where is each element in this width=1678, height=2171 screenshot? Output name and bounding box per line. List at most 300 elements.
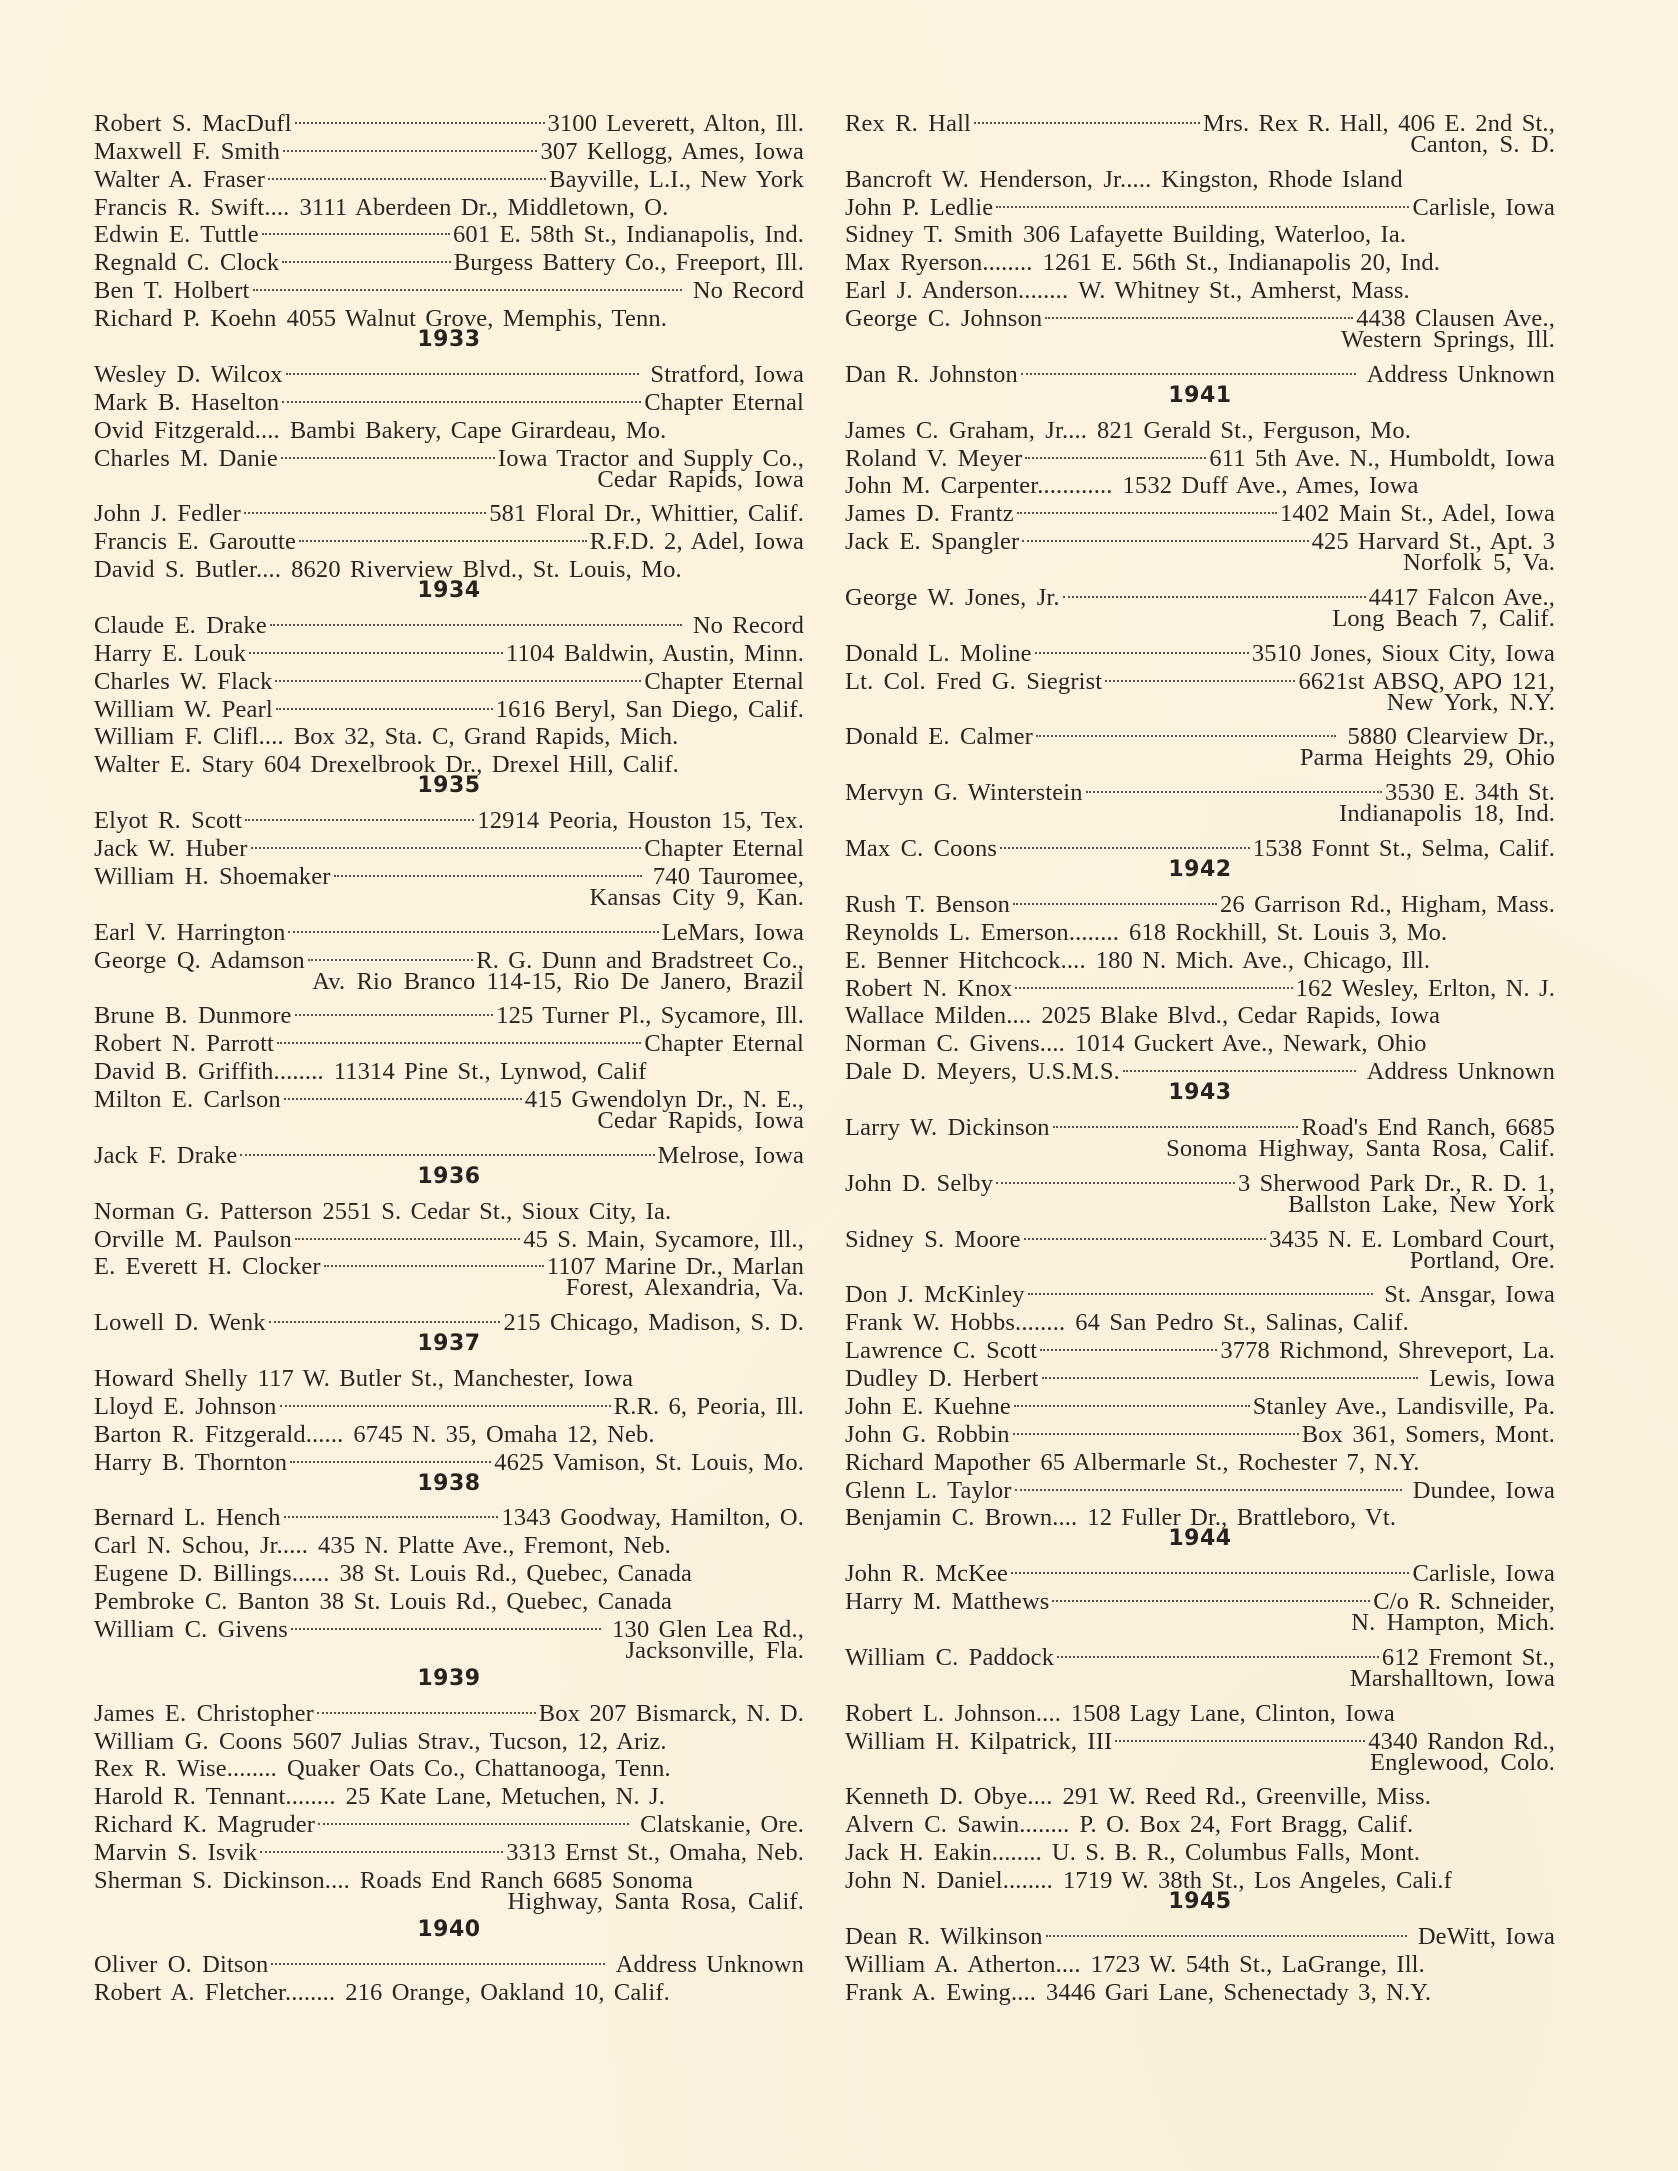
alumni-address: 618 Rockhill, St. Louis 3, Mo.	[1129, 918, 1448, 946]
class-year-heading: 1944	[1168, 1526, 1232, 1552]
alumni-address: Road's End Ranch, 6685	[1301, 1113, 1555, 1141]
alumni-name: Jack F. Drake	[94, 1141, 238, 1169]
alumni-address: 125 Turner Pl., Sycamore, Ill.	[496, 1002, 804, 1030]
dot-leader	[331, 1553, 339, 1581]
alumni-name: Bernard L. Hench	[94, 1504, 281, 1532]
alumni-name: Francis E. Garoutte	[94, 528, 297, 556]
dot-leader	[1026, 1274, 1384, 1302]
dot-leader	[1084, 772, 1384, 800]
dot-leader	[260, 215, 452, 243]
dot-leader	[268, 605, 692, 633]
alumni-address: 1104 Baldwin, Austin, Minn.	[506, 639, 804, 667]
dot-leader	[1034, 717, 1346, 745]
alumni-address: Roads End Ranch 6685 Sonoma	[359, 1867, 694, 1894]
alumni-name: Lloyd E. Johnson	[94, 1392, 277, 1420]
dot-leader	[293, 103, 547, 131]
dot-leader	[322, 1247, 546, 1275]
alumni-address: 45 S. Main, Sycamore, Ill.,	[523, 1225, 804, 1253]
dot-leader	[344, 1414, 352, 1442]
alumni-name: Richard K. Magruder	[94, 1811, 316, 1839]
alumni-name: Jack W. Huber	[94, 835, 248, 863]
alumni-name: Sidney S. Moore	[845, 1225, 1021, 1253]
alumni-name: Benjamin C. Brown....	[845, 1504, 1078, 1532]
alumni-address: 65 Albermarle St., Rochester 7, N.Y.	[1040, 1448, 1420, 1476]
dot-leader	[278, 1749, 286, 1777]
dot-leader	[1031, 1442, 1039, 1470]
alumni-address-continuation: Cedar Rapids, Iowa	[597, 465, 804, 493]
dot-leader	[278, 298, 286, 326]
alumni-entry	[845, 1219, 1555, 1253]
alumni-name: Robert N. Knox	[845, 974, 1013, 1002]
dot-leader	[1009, 1553, 1411, 1581]
alumni-entry	[94, 800, 804, 835]
alumni-name: William W. Pearl	[94, 695, 273, 723]
alumni-name: E. Everett H. Clocker	[94, 1253, 321, 1281]
alumni-name: Richard Mapother	[845, 1448, 1031, 1476]
alumni-entry	[94, 1944, 804, 1978]
dot-leader	[1053, 1776, 1061, 1804]
alumni-name: Frank A. Ewing....	[845, 1978, 1037, 2006]
alumni-name: Rush T. Benson	[845, 890, 1011, 918]
alumni-address: 1538 Fonnt St., Selma, Calif.	[1252, 835, 1555, 863]
alumni-name: Richard P. Koehn	[94, 305, 277, 333]
alumni-address: Kingston, Rhode Island	[1161, 165, 1403, 193]
alumni-name: Harry E. Louk	[94, 639, 247, 667]
alumni-address: Mrs. Rex R. Hall, 406 E. 2nd St.,	[1203, 109, 1555, 137]
alumni-name: Norman G. Patterson	[94, 1197, 313, 1225]
dot-leader	[1011, 1414, 1301, 1442]
alumni-address: 4417 Falcon Ave.,	[1368, 584, 1555, 612]
alumni-name: James D. Frantz	[845, 500, 1014, 528]
alumni-name: Earl V. Harrington	[94, 918, 286, 946]
alumni-address: 2551 S. Cedar St., Sioux City, Ia.	[322, 1197, 672, 1225]
class-year-heading: 1940	[417, 1916, 481, 1942]
alumni-address: 3313 Ernst St., Omaha, Neb.	[506, 1839, 804, 1867]
dot-leader	[293, 1219, 522, 1247]
alumni-entry	[94, 912, 804, 946]
alumni-entry	[845, 633, 1555, 667]
alumni-entry	[845, 1107, 1555, 1141]
alumni-address: P. O. Box 24, Fort Bragg, Calif.	[1079, 1811, 1414, 1839]
dot-leader	[316, 1804, 639, 1832]
class-year-heading: 1933	[417, 327, 481, 353]
alumni-entry	[94, 493, 804, 528]
alumni-name: Carl N. Schou, Jr.....	[94, 1532, 309, 1560]
alumni-entry	[845, 884, 1555, 918]
alumni-address: 3446 Gari Lane, Schenectady 3, N.Y.	[1046, 1978, 1432, 2006]
dot-leader	[1078, 1498, 1086, 1526]
alumni-address: 64 San Pedro St., Salinas, Calif.	[1075, 1309, 1409, 1337]
alumni-address: St. Ansgar, Iowa	[1384, 1281, 1555, 1309]
dot-leader	[273, 661, 643, 689]
alumni-address-continuation: Indianapolis 18, Ind.	[1339, 800, 1555, 828]
alumni-address: 601 E. 58th St., Indianapolis, Ind.	[453, 221, 804, 249]
dot-leader	[293, 996, 496, 1024]
alumni-address: 130 Glen Lea Rd.,	[612, 1615, 804, 1643]
alumni-address: 291 W. Reed Rd., Greenville, Miss.	[1062, 1783, 1432, 1811]
alumni-address: 1723 W. 54th St., LaGrange, Ill.	[1090, 1950, 1425, 1978]
alumni-name: Wallace Milden....	[845, 1002, 1032, 1030]
alumni-address: Chapter Eternal	[644, 835, 804, 863]
alumni-address: 1107 Marine Dr., Marlan	[546, 1253, 804, 1281]
alumni-name: Orville M. Paulson	[94, 1225, 292, 1253]
alumni-address: Box 361, Somers, Mont.	[1301, 1420, 1555, 1448]
dot-leader	[1054, 1860, 1062, 1888]
alumni-entry	[845, 772, 1555, 807]
dot-leader	[332, 856, 652, 884]
alumni-address: Burgess Battery Co., Freeport, Ill.	[453, 249, 804, 277]
alumni-entry	[845, 1693, 1555, 1727]
dot-leader	[278, 1386, 613, 1414]
alumni-name: John D. Selby	[845, 1169, 994, 1197]
alumni-name: Dan R. Johnston	[845, 360, 1018, 388]
alumni-address: W. Whitney St., Amherst, Mass.	[1078, 277, 1410, 305]
dot-leader	[994, 1163, 1237, 1191]
alumni-address-continuation: Av. Rio Branco 114-15, Rio De Janero, Brazil	[312, 967, 804, 995]
alumni-address: 3510 Jones, Sioux City, Iowa	[1251, 639, 1555, 667]
alumni-address: 4340 Randon Rd.,	[1368, 1727, 1555, 1755]
alumni-name: Robert S. MacDufl	[94, 109, 292, 137]
alumni-address: DeWitt, Iowa	[1417, 1922, 1555, 1950]
alumni-name: Mervyn G. Winterstein	[845, 779, 1083, 807]
alumni-address: 11314 Pine St., Lynwod, Calif	[333, 1058, 647, 1086]
alumni-address: Chapter Eternal	[644, 1030, 804, 1058]
alumni-name: Lt. Col. Fred G. Siegrist	[845, 667, 1103, 695]
dot-leader	[1121, 1051, 1366, 1079]
alumni-name: John N. Daniel........	[845, 1867, 1053, 1894]
alumni-entry	[94, 996, 804, 1030]
dot-leader	[281, 410, 289, 438]
alumni-entry	[94, 1498, 804, 1532]
dot-leader	[274, 689, 495, 717]
alumni-address: 3100 Leverett, Alton, Ill.	[547, 109, 804, 137]
alumni-name: Frank W. Hobbs........	[845, 1309, 1066, 1337]
alumni-address: 215 Chicago, Madison, S. D.	[503, 1309, 804, 1337]
alumni-name: Dean R. Wilkinson	[845, 1922, 1043, 1950]
alumni-name: William A. Atherton....	[845, 1950, 1081, 1978]
alumni-name: Barton R. Fitzgerald......	[94, 1420, 344, 1448]
dot-leader	[1051, 1107, 1301, 1135]
dot-leader	[1120, 912, 1128, 940]
dot-leader	[269, 1944, 614, 1972]
alumni-name: James E. Christopher	[94, 1699, 314, 1727]
alumni-name: Max Ryerson........	[845, 249, 1033, 277]
alumni-name: William H. Shoemaker	[94, 862, 331, 890]
alumni-address: Dundee, Iowa	[1412, 1476, 1555, 1504]
alumni-address: 26 Garrison Rd., Higham, Mass.	[1220, 890, 1555, 918]
alumni-address: 3530 E. 34th St.	[1385, 779, 1555, 807]
class-year-heading: 1936	[417, 1163, 481, 1189]
alumni-address: Address Unknown	[615, 1950, 804, 1978]
dot-leader	[1050, 1581, 1372, 1609]
alumni-address: Bayville, L.I., New York	[549, 165, 804, 193]
dot-leader	[1069, 270, 1077, 298]
alumni-entry	[845, 1274, 1555, 1309]
alumni-address: R.R. 6, Peoria, Ill.	[613, 1392, 804, 1420]
alumni-address-continuation: Cedar Rapids, Iowa	[597, 1107, 804, 1135]
alumni-address-continuation: Canton, S. D.	[1410, 130, 1555, 158]
dot-leader	[1152, 159, 1160, 187]
alumni-name: Walter E. Stary	[94, 751, 254, 779]
alumni-address: Box 32, Sta. C, Grand Rapids, Mich.	[293, 723, 679, 751]
alumni-address: 162 Wesley, Erlton, N. J.	[1295, 974, 1555, 1002]
alumni-entry	[845, 1916, 1555, 1950]
dot-leader	[1114, 466, 1122, 494]
alumni-entry	[845, 159, 1555, 193]
alumni-address: 117 W. Butler St., Manchester, Iowa	[257, 1364, 634, 1392]
dot-leader	[1087, 940, 1095, 968]
alumni-address: Chapter Eternal	[644, 388, 804, 416]
dot-leader	[337, 1776, 345, 1804]
alumni-address: 307 Kellogg, Ames, Iowa	[540, 137, 804, 165]
alumni-address: 12914 Peoria, Houston 15, Tex.	[477, 807, 804, 835]
alumni-address-continuation: Highway, Santa Rosa, Calif.	[507, 1888, 804, 1915]
alumni-name: Francis R. Swift....	[94, 193, 290, 221]
dot-leader	[275, 1023, 643, 1051]
alumni-address: 8620 Riverview Blvd., St. Louis, Mo.	[291, 556, 682, 584]
alumni-entry	[845, 354, 1555, 388]
alumni-name: George Q. Adamson	[94, 946, 305, 974]
alumni-name: Larry W. Dickinson	[845, 1113, 1050, 1141]
dot-leader	[1038, 1330, 1219, 1358]
alumni-address: 425 Harvard St., Apt. 3	[1311, 528, 1555, 556]
alumni-name: John P. Ledlie	[845, 193, 994, 221]
alumni-address: Lewis, Iowa	[1429, 1364, 1555, 1392]
alumni-address: 38 St. Louis Rd., Quebec, Canada	[339, 1560, 693, 1588]
class-year-heading: 1943	[1168, 1080, 1232, 1106]
alumni-name: Oliver O. Ditson	[94, 1950, 269, 1978]
alumni-address-continuation: Long Beach 7, Calif.	[1332, 605, 1555, 633]
alumni-name: Mark B. Haselton	[94, 388, 280, 416]
alumni-address: 1261 E. 56th St., Indianapolis 20, Ind.	[1042, 249, 1441, 277]
alumni-address: Carlisle, Iowa	[1412, 193, 1555, 221]
alumni-address: 3 Sherwood Park Dr., R. D. 1,	[1237, 1169, 1555, 1197]
dot-leader	[1103, 661, 1297, 689]
dot-leader	[306, 940, 475, 968]
alumni-name: William H. Kilpatrick, III	[845, 1727, 1113, 1755]
dot-leader	[280, 382, 643, 410]
alumni-name: Max C. Coons	[845, 835, 998, 863]
alumni-entry	[94, 354, 804, 388]
alumni-address: No Record	[692, 277, 804, 305]
dot-leader	[972, 103, 1202, 131]
dot-leader	[1019, 354, 1366, 382]
alumni-name: Earl J. Anderson........	[845, 277, 1069, 305]
dot-leader	[243, 800, 476, 828]
dot-leader	[1023, 438, 1208, 466]
alumni-address: Box 207 Bismarck, N. D.	[538, 1699, 804, 1727]
alumni-name: Harry M. Matthews	[845, 1588, 1050, 1616]
alumni-address: 38 St. Louis Rd., Quebec, Canada	[319, 1588, 673, 1616]
alumni-name: John R. McKee	[845, 1560, 1009, 1588]
dot-leader	[285, 717, 293, 745]
dot-leader	[1011, 884, 1219, 912]
alumni-address: 180 N. Mich. Ave., Chicago, Ill.	[1095, 946, 1431, 974]
dot-leader	[286, 912, 660, 940]
alumni-name: Harry B. Thornton	[94, 1448, 288, 1476]
alumni-address: No Record	[692, 611, 804, 639]
alumni-address: Clatskanie, Ore.	[640, 1811, 804, 1839]
class-year-heading: 1935	[417, 773, 481, 799]
alumni-address: 3778 Richmond, Shreveport, La.	[1220, 1337, 1555, 1365]
alumni-name: Charles M. Danie	[94, 444, 278, 472]
alumni-address: 612 Fremont St.,	[1381, 1643, 1555, 1671]
dot-leader	[284, 354, 650, 382]
dot-leader	[311, 1581, 319, 1609]
alumni-name: Jack H. Eakin........	[845, 1839, 1042, 1867]
alumni-name: Lawrence C. Scott	[845, 1337, 1038, 1365]
class-year-heading: 1939	[417, 1665, 481, 1691]
alumni-name: Claude E. Drake	[94, 611, 267, 639]
alumni-address: Melrose, Iowa	[657, 1141, 804, 1169]
dot-leader	[315, 1693, 538, 1721]
alumni-address: 6745 N. 35, Omaha 12, Neb.	[353, 1420, 655, 1448]
alumni-address: 435 N. Platte Ave., Fremont, Neb.	[318, 1532, 671, 1560]
dot-leader	[1066, 1023, 1074, 1051]
dot-leader	[1043, 298, 1355, 326]
alumni-address: 4438 Clausen Ave.,	[1356, 305, 1555, 333]
dot-leader	[258, 1832, 505, 1860]
alumni-name: Norman C. Givens....	[845, 1030, 1065, 1058]
alumni-name: William C. Givens	[94, 1615, 288, 1643]
alumni-address: 1343 Goodway, Hamilton, O.	[501, 1504, 804, 1532]
alumni-name: Robert N. Parrott	[94, 1030, 274, 1058]
dot-leader	[1022, 1219, 1268, 1247]
alumni-name: Robert A. Fletcher........	[94, 1978, 336, 2006]
alumni-name: John G. Robbin	[845, 1420, 1010, 1448]
alumni-name: William C. Paddock	[845, 1643, 1055, 1671]
alumni-name: Sherman S. Dickinson....	[94, 1867, 350, 1894]
dot-leader	[282, 1079, 524, 1107]
alumni-name: Eugene D. Billings......	[94, 1560, 330, 1588]
alumni-address: 1508 Lagy Lane, Clinton, Iowa	[1071, 1699, 1395, 1727]
dot-leader	[1088, 410, 1096, 438]
alumni-name: George W. Jones, Jr.	[845, 584, 1060, 612]
alumni-name: Charles W. Flack	[94, 667, 273, 695]
dot-leader	[1037, 1972, 1045, 2000]
dot-leader	[1013, 1470, 1412, 1498]
alumni-address: 5607 Julias Strav., Tucson, 12, Ariz.	[292, 1727, 667, 1755]
dot-leader	[279, 438, 497, 466]
dot-leader	[247, 633, 505, 661]
dot-leader	[351, 1860, 359, 1888]
alumni-name: Reynolds L. Emerson........	[845, 918, 1120, 946]
right-column	[845, 103, 1555, 2006]
alumni-name: Bancroft W. Henderson, Jr.....	[845, 165, 1152, 193]
alumni-address-continuation: Western Springs, Ill.	[1341, 326, 1555, 354]
alumni-address: C/o R. Schneider,	[1373, 1588, 1555, 1616]
alumni-name: Jack E. Spangler	[845, 528, 1020, 556]
alumni-entry	[845, 1163, 1555, 1197]
alumni-address-continuation: Norfolk 5, Va.	[1403, 549, 1555, 577]
alumni-entry	[845, 1637, 1555, 1671]
alumni-address: Address Unknown	[1366, 1058, 1555, 1086]
alumni-entry	[845, 103, 1555, 137]
alumni-address: 5880 Clearview Dr.,	[1347, 723, 1555, 751]
alumni-address: 4055 Walnut Grove, Memphis, Tenn.	[286, 305, 668, 333]
alumni-address: Carlisle, Iowa	[1412, 1560, 1555, 1588]
alumni-name: Milton E. Carlson	[94, 1086, 281, 1114]
alumni-name: James C. Graham, Jr....	[845, 416, 1088, 444]
class-year-heading: 1938	[417, 1470, 481, 1496]
dot-leader	[1040, 1358, 1429, 1386]
dot-leader	[249, 828, 644, 856]
alumni-name: Marvin S. Isvik	[94, 1839, 258, 1867]
dot-leader	[1044, 1916, 1417, 1944]
alumni-name: Walter A. Fraser	[94, 165, 266, 193]
alumni-entry	[845, 1553, 1555, 1588]
alumni-entry	[94, 1191, 804, 1225]
dot-leader	[282, 1498, 501, 1526]
alumni-address: Bambi Bakery, Cape Girardeau, Mo.	[289, 416, 667, 444]
alumni-name: Maxwell F. Smith	[94, 137, 281, 165]
alumni-name: George C. Johnson	[845, 305, 1043, 333]
dot-leader	[297, 521, 589, 549]
dot-leader	[283, 1721, 291, 1749]
alumni-name: Ovid Fitzgerald....	[94, 416, 280, 444]
alumni-name: Robert L. Johnson....	[845, 1699, 1061, 1727]
dot-leader	[1033, 633, 1251, 661]
class-year-heading: 1942	[1168, 857, 1232, 883]
alumni-address: U. S. B. R., Columbus Falls, Mont.	[1051, 1839, 1421, 1867]
dot-leader	[282, 549, 290, 577]
alumni-address: 611 5th Ave. N., Humboldt, Iowa	[1209, 444, 1555, 472]
alumni-name: William F. Clifl....	[94, 723, 284, 751]
alumni-name: Howard Shelly	[94, 1364, 248, 1392]
dot-leader	[313, 1191, 321, 1219]
alumni-address: LeMars, Iowa	[661, 918, 804, 946]
dot-leader	[1034, 242, 1042, 270]
dot-leader	[280, 242, 452, 270]
alumni-address: 1402 Main St., Adel, Iowa	[1279, 500, 1555, 528]
alumni-name: Wesley D. Wilcox	[94, 360, 283, 388]
alumni-address: Quaker Oats Co., Chattanooga, Tenn.	[286, 1755, 671, 1783]
dot-leader	[1062, 1693, 1070, 1721]
alumni-address-continuation: Kansas City 9, Kan.	[589, 883, 804, 911]
alumni-name: Don J. McKinley	[845, 1281, 1025, 1309]
alumni-address: Stanley Ave., Landisville, Pa.	[1252, 1392, 1555, 1420]
alumni-name: Edwin E. Tuttle	[94, 221, 259, 249]
alumni-entry	[94, 1135, 804, 1169]
dot-leader	[255, 744, 263, 772]
alumni-name: Pembroke C. Banton	[94, 1588, 310, 1616]
class-year-heading: 1945	[1168, 1889, 1232, 1914]
dot-leader	[251, 270, 692, 298]
alumni-address: 415 Gwendolyn Dr., N. E.,	[524, 1086, 804, 1114]
alumni-address: 12 Fuller Dr., Brattleboro, Vt.	[1087, 1504, 1397, 1532]
dot-leader	[290, 187, 298, 215]
dot-leader	[309, 1525, 317, 1553]
alumni-address-continuation: Forest, Alexandria, Va.	[565, 1274, 804, 1302]
class-year-heading: 1934	[417, 578, 481, 604]
dot-leader	[1070, 1804, 1078, 1832]
dot-leader	[1113, 1721, 1367, 1749]
dot-leader	[1032, 996, 1040, 1024]
alumni-entry	[94, 1302, 804, 1337]
dot-leader	[238, 1135, 656, 1163]
alumni-entry	[845, 577, 1555, 612]
alumni-address: 740 Tauromee,	[652, 862, 804, 890]
alumni-address-continuation: N. Hampton, Mich.	[1351, 1609, 1555, 1637]
dot-leader	[994, 187, 1411, 215]
alumni-address: 216 Orange, Oakland 10, Calif.	[345, 1978, 670, 2006]
dot-leader	[998, 828, 1252, 856]
alumni-name: John J. Fedler	[94, 500, 241, 528]
alumni-address: Address Unknown	[1366, 360, 1555, 388]
alumni-address-continuation: Parma Heights 29, Ohio	[1299, 744, 1555, 772]
class-year-heading: 1941	[1168, 382, 1232, 408]
class-year-heading: 1937	[417, 1331, 481, 1357]
